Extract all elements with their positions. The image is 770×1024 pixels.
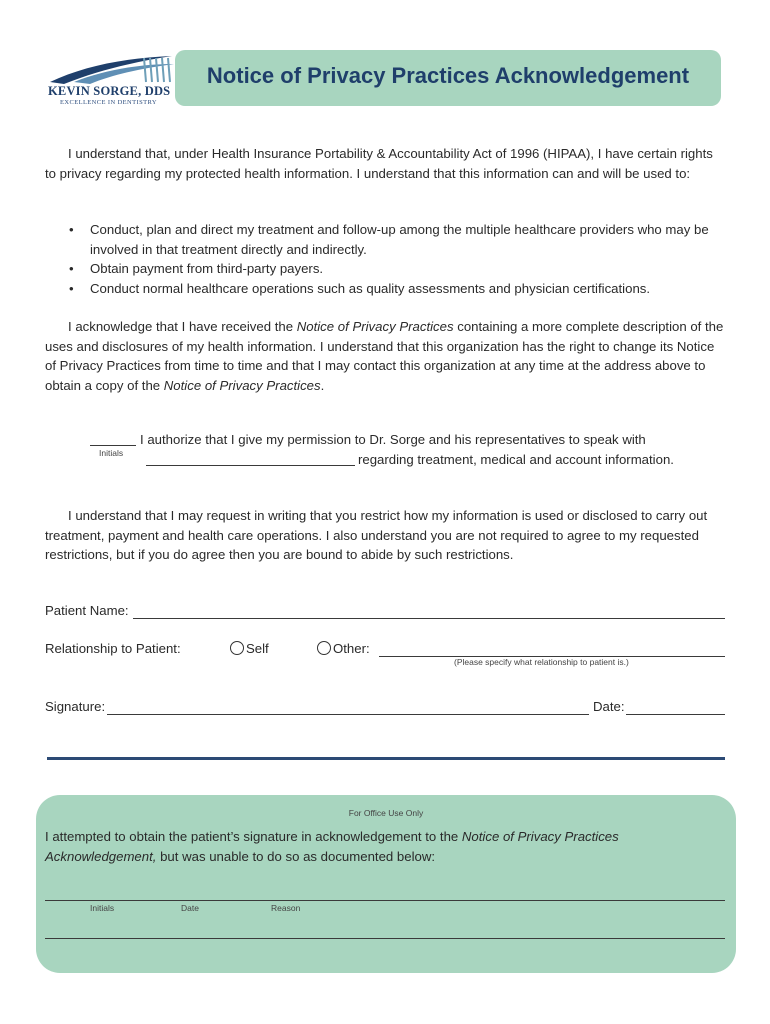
intro-paragraph: I understand that, under Health Insurance Portability & Accountability Act of 1996 (HIPAA), I have certain rights to privacy regarding my protected health information. I understand that this information can and will be used to: — [45, 146, 713, 181]
office-text: I attempted to obtain the patient’s signature in acknowledgement to the Notice of Privacy Practices Acknowledgement, but was unable to do so as documented below: — [45, 829, 619, 864]
other-hint: (Please specify what relationship to patient is.) — [454, 657, 629, 667]
acknowledge-paragraph: I acknowledge that I have received the Notice of Privacy Practices containing a more complete description of the uses and disclosures of my health information. I understand that this organization has the right to change its Notice of Privacy Practices from time to time and that I may contact this organization at any time at the address above to obtain a copy of the Notice of Privacy Practices. — [45, 319, 724, 393]
list-item: • Obtain payment from third-party payers. — [69, 261, 324, 276]
patient-name-label: Patient Name: — [45, 603, 129, 618]
logo-name: KEVIN SORGE, DDS — [48, 84, 171, 98]
list-item: • Conduct, plan and direct my treatment and follow-up among the multiple healthcare providers who may be involved in that treatment directly and indirectly. — [69, 222, 709, 257]
initials-caption: Initials — [99, 448, 124, 458]
office-heading: For Office Use Only — [348, 808, 424, 818]
logo-swoosh-icon — [44, 52, 179, 86]
signature-field[interactable] — [107, 696, 589, 715]
other-radio[interactable] — [317, 641, 331, 655]
office-entry-line-2[interactable] — [45, 938, 725, 939]
relationship-label: Relationship to Patient: — [45, 641, 181, 656]
office-entry-line[interactable] — [45, 900, 725, 901]
self-radio[interactable] — [230, 641, 244, 655]
office-use-box — [36, 795, 736, 973]
patient-name-field[interactable] — [133, 600, 725, 619]
uses-list — [45, 220, 710, 298]
office-col-reason: Reason — [271, 903, 301, 913]
other-option[interactable] — [317, 639, 370, 659]
restrictions-paragraph: I understand that I may request in writing that you restrict how my information is used or disclosed to carry out treatment, payment and health care operations. I also understand you are not required to agree to my requested restrictions, but if you do agree then you are bound to abide by such restrictions. — [45, 508, 708, 562]
list-item: • Conduct normal healthcare operations such as quality assessments and physician certifications. — [69, 280, 651, 296]
self-option[interactable] — [230, 639, 269, 659]
signature-label: Signature: — [45, 699, 106, 714]
page-title: Notice of Privacy Practices Acknowledgement — [206, 63, 690, 88]
other-label: Other: — [333, 641, 370, 656]
office-col-initials: Initials — [90, 903, 115, 913]
practice-logo — [44, 52, 179, 114]
logo-tagline: EXCELLENCE IN DENTISTRY — [60, 99, 157, 106]
date-label: Date: — [593, 699, 625, 714]
section-divider — [47, 757, 725, 760]
date-field[interactable] — [626, 696, 725, 715]
other-relationship-field[interactable] — [379, 638, 725, 657]
authorized-person-field[interactable] — [146, 451, 355, 466]
authorize-text-line1: I authorize that I give my permission to Dr. Sorge and his representatives to speak with — [140, 432, 646, 447]
self-label: Self — [246, 641, 269, 656]
authorize-text-line2: regarding treatment, medical and account information. — [358, 452, 674, 467]
title-banner — [175, 50, 721, 106]
initials-field[interactable] — [90, 431, 136, 446]
office-col-date: Date — [181, 903, 199, 913]
